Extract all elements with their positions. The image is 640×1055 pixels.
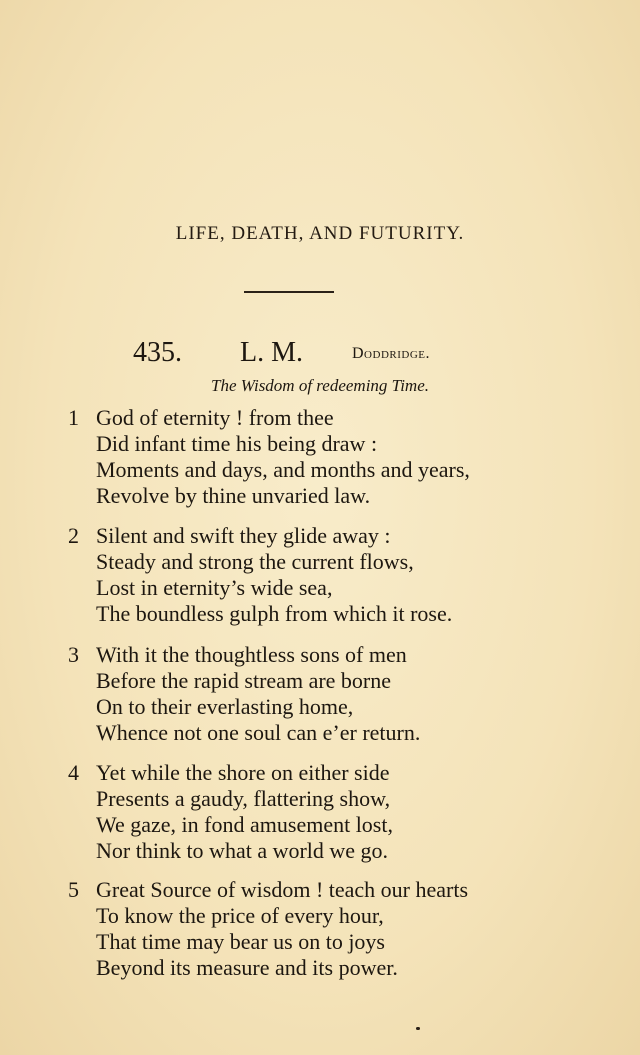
verse-line: With it the thoughtless sons of men: [96, 642, 407, 667]
divider-rule: [244, 291, 334, 293]
verse-line: On to their everlasting home,: [96, 694, 354, 719]
stanza-number: 5: [68, 877, 79, 902]
verse-line: Great Source of wisdom ! teach our hearts: [96, 877, 469, 902]
verse-line: The boundless gulph from which it rose.: [96, 601, 453, 626]
verse-line: Presents a gaudy, flattering show,: [96, 786, 391, 811]
hymn-meter: L. M.: [240, 337, 303, 368]
section-title: LIFE, DEATH, AND FUTURITY.: [175, 223, 465, 244]
verse-line: Before the rapid stream are borne: [96, 668, 392, 693]
verse-line: That time may bear us on to joys: [96, 929, 385, 954]
stanza-number: 1: [68, 405, 79, 430]
ink-speck: [416, 1027, 420, 1030]
verse-line: Silent and swift they glide away :: [96, 523, 391, 548]
verse-line: God of eternity ! from thee: [96, 405, 334, 430]
hymn-author: Doddridge.: [352, 345, 430, 362]
verse-line: We gaze, in fond amusement lost,: [96, 812, 393, 837]
verse-line: Did infant time his being draw :: [96, 431, 378, 456]
stanza-number: 3: [68, 642, 79, 667]
verse-line: Lost in eternity’s wide sea,: [96, 575, 333, 600]
verse-line: Whence not one soul can e’er return.: [96, 720, 421, 745]
verse-line: Nor think to what a world we go.: [96, 838, 389, 863]
verse-line: Steady and strong the current flows,: [96, 549, 414, 574]
hymn-heading: [133, 337, 493, 369]
hymn-number: 435.: [133, 337, 182, 368]
verse-line: Beyond its measure and its power.: [96, 955, 398, 980]
verse-line: Moments and days, and months and years,: [96, 457, 470, 482]
stanza-number: 4: [68, 760, 79, 785]
verse-line: Revolve by thine unvaried law.: [96, 483, 371, 508]
stanza-number: 2: [68, 523, 79, 548]
verse-line: Yet while the shore on either side: [96, 760, 390, 785]
verse-line: To know the price of every hour,: [96, 903, 384, 928]
hymn-subtitle: The Wisdom of redeeming Time.: [211, 376, 429, 395]
